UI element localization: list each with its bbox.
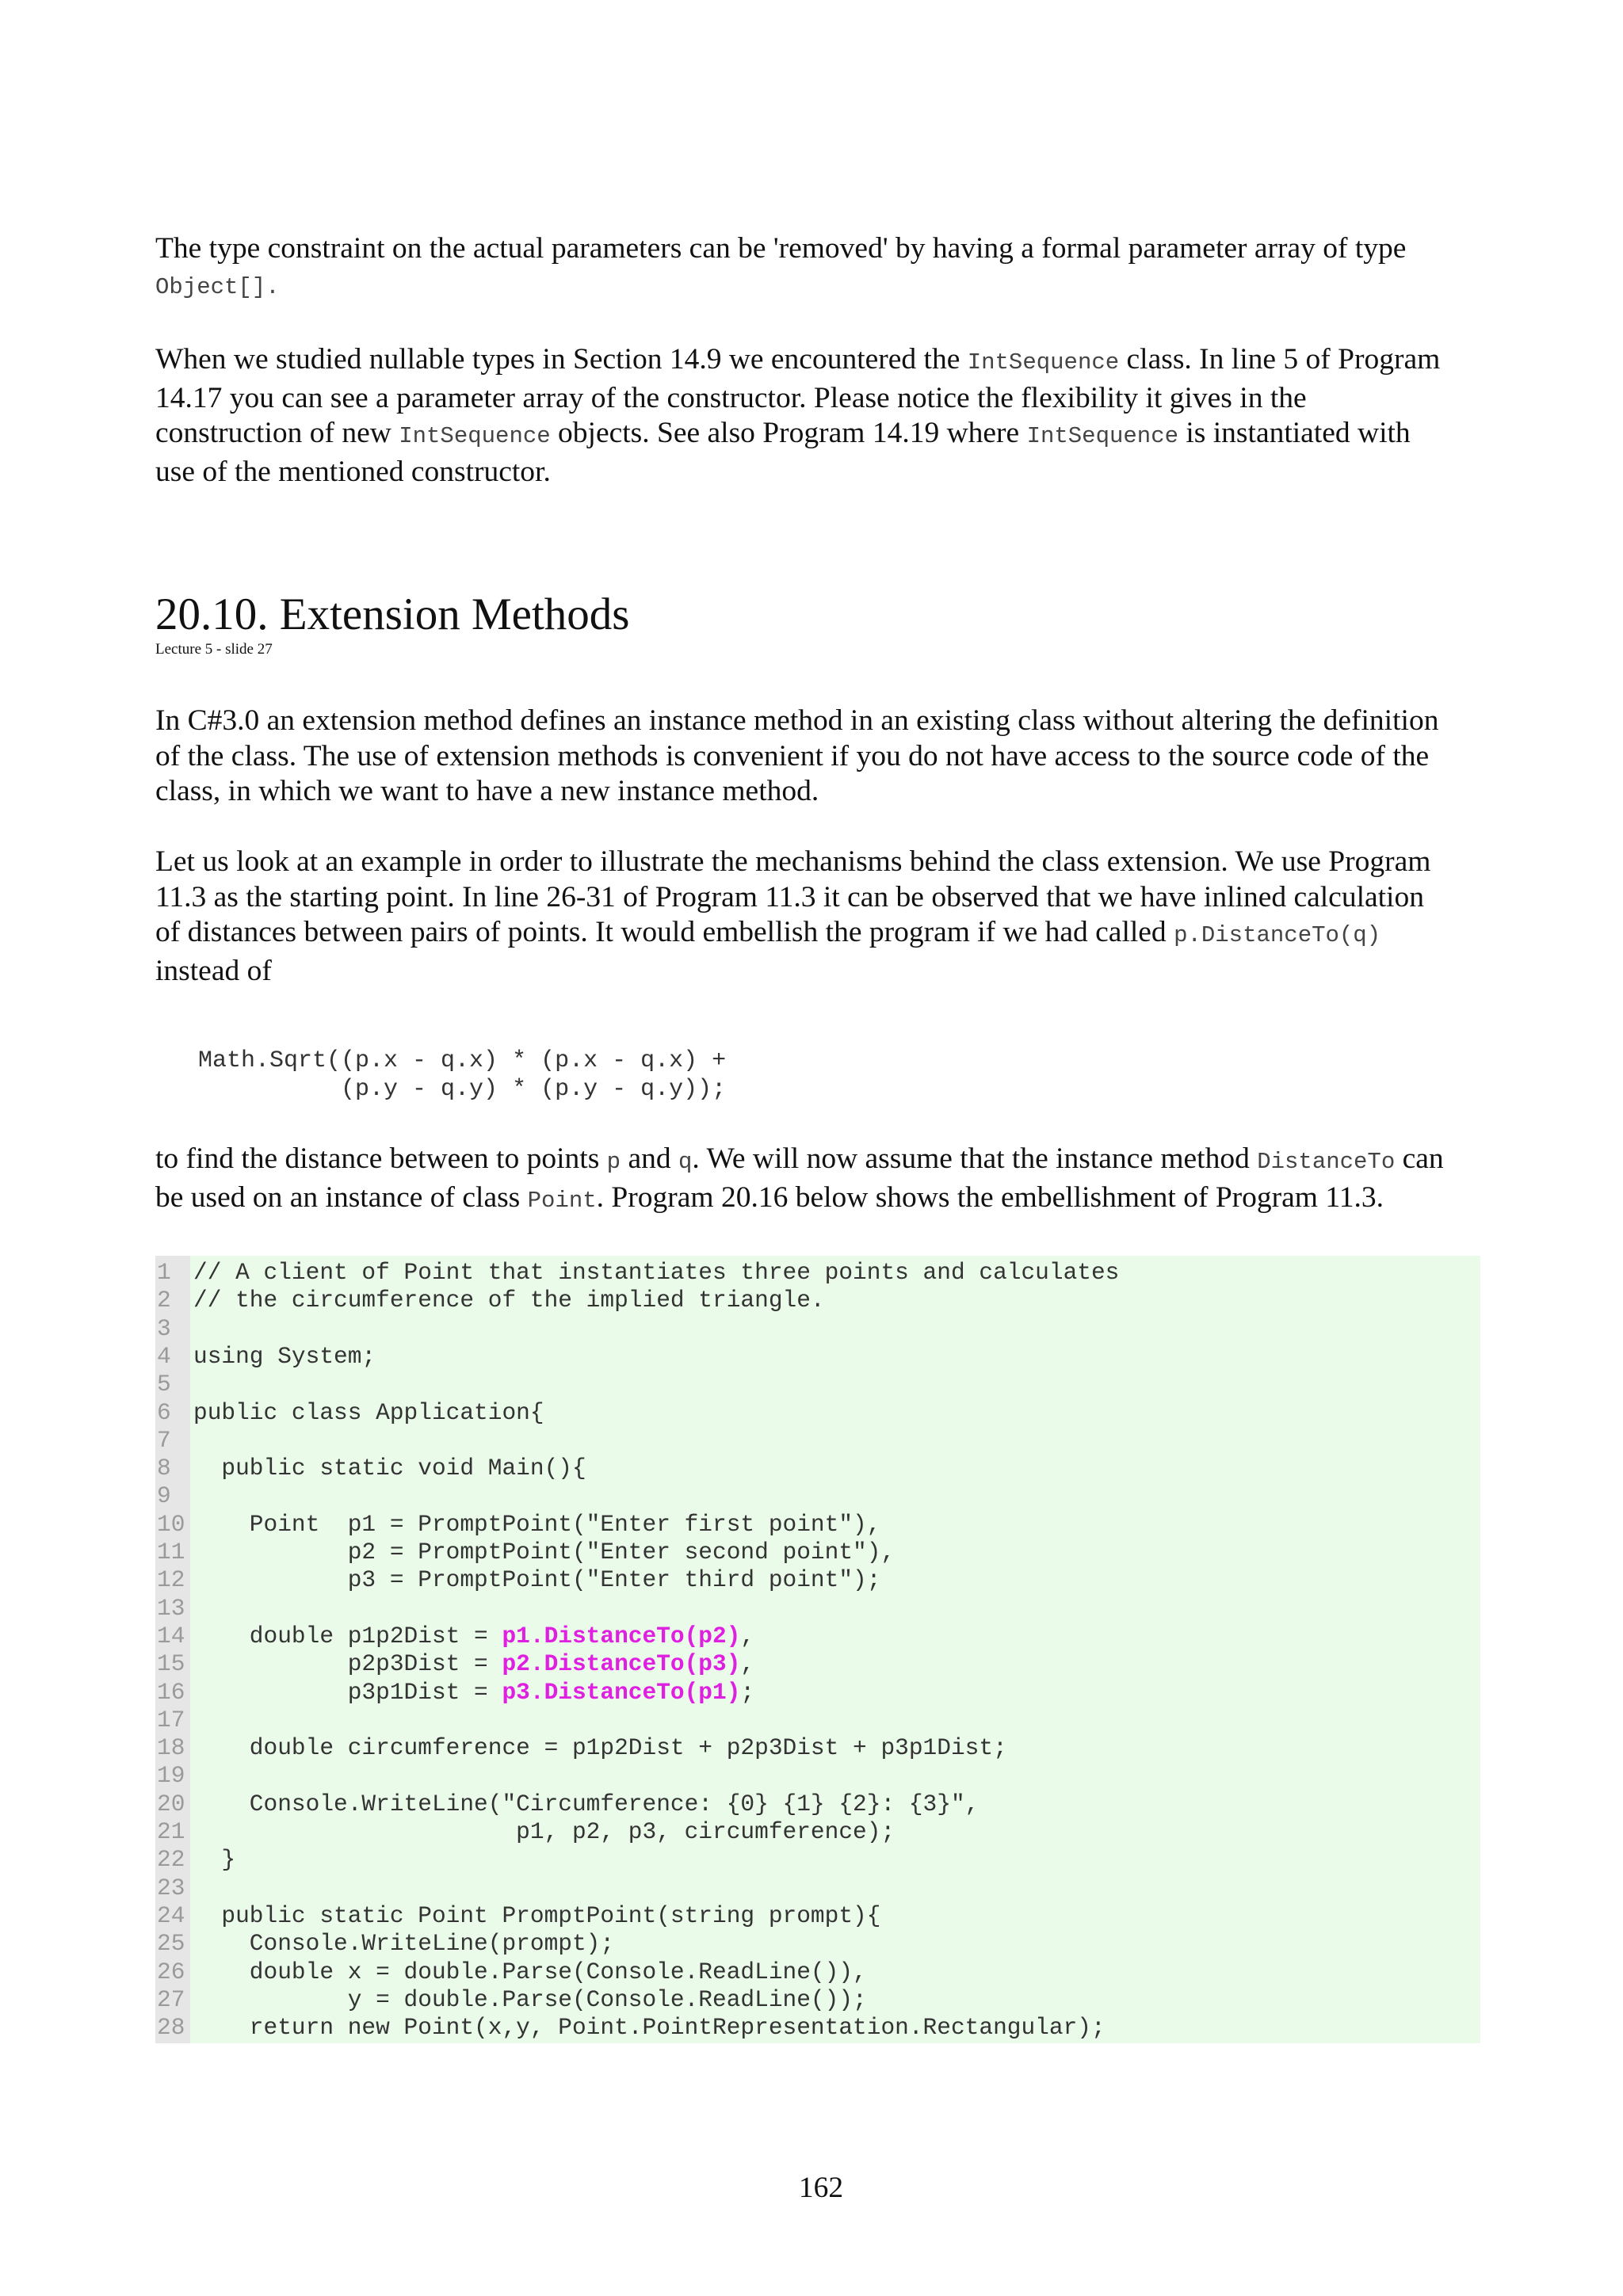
code-line xyxy=(155,1539,1480,1566)
code-line xyxy=(155,1287,1480,1314)
line-number: 7 xyxy=(157,1426,171,1454)
code-line xyxy=(155,1902,1480,1930)
code-segment: Console.WriteLine("Circumference: {0} {1} {2}: {3}", xyxy=(193,1790,980,1817)
code-line xyxy=(155,1455,1480,1482)
code-line xyxy=(155,1679,1480,1707)
inline-code-p: p xyxy=(606,1149,621,1175)
inline-code-q: q xyxy=(678,1149,693,1175)
code-line xyxy=(155,1818,1480,1846)
line-number: 27 xyxy=(157,1985,185,2013)
line-number: 16 xyxy=(157,1678,185,1706)
page-number: 162 xyxy=(798,2172,844,2204)
highlighted-call: p2.DistanceTo(p3) xyxy=(502,1650,741,1678)
paragraph-text: Let us look at an example in order to illustrate the mechanisms behind the class extension. We use Program xyxy=(155,845,1431,878)
code-snippet-line: (p.y - q.y) * (p.y - q.y)); xyxy=(198,1076,727,1103)
code-segment: public static Point PromptPoint(string prompt){ xyxy=(193,1901,881,1929)
inline-code-intsequence: IntSequence xyxy=(399,423,551,449)
code-line xyxy=(155,1650,1480,1678)
line-number: 3 xyxy=(157,1314,171,1342)
line-number: 20 xyxy=(157,1790,185,1817)
code-line xyxy=(155,1566,1480,1594)
code-line xyxy=(155,1623,1480,1650)
line-number: 11 xyxy=(157,1539,185,1566)
code-segment: ; xyxy=(740,1678,755,1706)
code-segment: public class Application{ xyxy=(193,1398,544,1426)
paragraph-text: use of the mentioned constructor. xyxy=(155,455,551,488)
code-line xyxy=(155,1427,1480,1455)
code-line xyxy=(155,1930,1480,1958)
code-text xyxy=(193,2014,1106,2042)
code-segment: return new Point(x,y, Point.PointRepresentation.Rectangular); xyxy=(193,2014,1106,2042)
code-text xyxy=(193,1958,867,1986)
line-number: 8 xyxy=(157,1455,171,1482)
highlighted-call: p3.DistanceTo(p1) xyxy=(502,1678,741,1706)
line-number: 15 xyxy=(157,1650,185,1678)
code-text xyxy=(193,1399,544,1427)
inline-code-distanceto: DistanceTo xyxy=(1257,1149,1396,1175)
line-number: 10 xyxy=(157,1510,185,1538)
code-segment: using System; xyxy=(193,1342,376,1370)
paragraph-text: construction of new xyxy=(155,417,399,449)
code-segment: public static void Main(){ xyxy=(193,1455,586,1482)
code-text xyxy=(193,1930,614,1958)
line-number: 13 xyxy=(157,1594,185,1622)
paragraph-text: In C#3.0 an extension method defines an instance method in an existing class without altering the definition xyxy=(155,704,1439,737)
paragraph-text: . We will now assume that the instance method xyxy=(692,1142,1258,1175)
code-segment: } xyxy=(193,1846,236,1874)
code-text xyxy=(193,1650,754,1678)
code-text xyxy=(193,1623,754,1650)
code-line xyxy=(155,1595,1480,1623)
code-line xyxy=(155,1511,1480,1539)
line-number: 22 xyxy=(157,1846,185,1874)
paragraph-text: 14.17 you can see a parameter array of the constructor. Please notice the flexibility it gives in the xyxy=(155,381,1307,414)
code-segment: , xyxy=(740,1650,755,1678)
code-line xyxy=(155,1259,1480,1287)
code-segment: double x = double.Parse(Console.ReadLine()), xyxy=(193,1958,867,1985)
code-line xyxy=(155,1762,1480,1790)
code-text xyxy=(193,1511,880,1539)
line-number: 21 xyxy=(157,1818,185,1845)
line-number: 23 xyxy=(157,1874,185,1901)
code-line xyxy=(155,1958,1480,1986)
code-text xyxy=(193,1902,880,1930)
paragraph-text: to find the distance between to points xyxy=(155,1142,607,1175)
code-segment: p3p1Dist = xyxy=(193,1678,502,1706)
inline-code-intsequence: IntSequence xyxy=(1026,423,1178,449)
paragraph-text: be used on an instance of class xyxy=(155,1180,528,1214)
paragraph-extension-intro xyxy=(155,704,1495,810)
code-segment: double p1p2Dist = xyxy=(193,1622,502,1650)
code-line xyxy=(155,1399,1480,1427)
code-segment: double circumference = p1p2Dist + p2p3Dist + p3p1Dist; xyxy=(193,1734,1007,1762)
line-number: 4 xyxy=(157,1342,171,1370)
code-text xyxy=(193,1287,825,1314)
code-line xyxy=(155,1707,1480,1734)
code-line xyxy=(155,1986,1480,2014)
paragraph-type-constraint xyxy=(155,231,1495,305)
code-segment: p1, p2, p3, circumference); xyxy=(193,1818,896,1845)
code-snippet-line: Math.Sqrt((p.x - q.x) * (p.x - q.x) + xyxy=(198,1047,727,1074)
paragraph-text: can xyxy=(1395,1142,1444,1175)
code-segment: p2p3Dist = xyxy=(193,1650,502,1678)
paragraph-distance xyxy=(155,1142,1495,1219)
line-number: 25 xyxy=(157,1930,185,1958)
paragraph-text: . Program 20.16 below shows the embellishment of Program 11.3. xyxy=(596,1180,1384,1214)
paragraph-nullable-types xyxy=(155,342,1495,490)
code-segment: // the circumference of the implied triangle. xyxy=(193,1287,825,1314)
paragraph-text: of distances between pairs of points. It would embellish the program if we had called xyxy=(155,916,1174,948)
inline-code-object-array: Object[] xyxy=(155,273,266,300)
code-text xyxy=(193,1734,1007,1762)
line-number: 19 xyxy=(157,1762,185,1790)
inline-code-distanceto: p.DistanceTo(q) xyxy=(1174,922,1381,948)
code-text xyxy=(193,1846,235,1874)
paragraph-text: class. In line 5 of Program xyxy=(1119,343,1441,376)
code-line xyxy=(155,1343,1480,1371)
highlighted-call: p1.DistanceTo(p2) xyxy=(502,1622,741,1650)
paragraph-text: The type constraint on the actual parameters can be 'removed' by having a formal parameter array of type xyxy=(155,232,1407,265)
code-text xyxy=(193,1986,867,2014)
code-segment: p3 = PromptPoint("Enter third point"); xyxy=(193,1566,881,1594)
paragraph-text: class, in which we want to have a new instance method. xyxy=(155,775,819,807)
code-line xyxy=(155,1791,1480,1818)
code-text xyxy=(193,1539,895,1566)
line-number: 18 xyxy=(157,1734,185,1762)
paragraph-text: instead of xyxy=(155,954,272,987)
slide-reference-link[interactable]: Lecture 5 - slide 27 xyxy=(155,641,273,658)
paragraph-example xyxy=(155,845,1495,989)
code-line xyxy=(155,1846,1480,1874)
paragraph-text: When we studied nullable types in Section 14.9 we encountered the xyxy=(155,343,968,376)
paragraph-text: 11.3 as the starting point. In line 26-31 of Program 11.3 it can be observed that we have inlined calculation xyxy=(155,880,1424,913)
code-segment: y = double.Parse(Console.ReadLine()); xyxy=(193,1985,867,2013)
code-segment: p2 = PromptPoint("Enter second point"), xyxy=(193,1539,896,1566)
line-number: 9 xyxy=(157,1482,171,1510)
line-number: 1 xyxy=(157,1259,171,1286)
line-number: 26 xyxy=(157,1958,185,1985)
code-text xyxy=(193,1455,586,1482)
code-line xyxy=(155,1734,1480,1762)
code-text xyxy=(193,1259,1119,1287)
code-text xyxy=(193,1679,754,1707)
code-text xyxy=(193,1791,979,1818)
line-number: 12 xyxy=(157,1566,185,1594)
code-line xyxy=(155,1482,1480,1510)
line-number: 28 xyxy=(157,2014,185,2042)
code-line xyxy=(155,2014,1480,2042)
code-text xyxy=(193,1343,376,1371)
inline-code-intsequence: IntSequence xyxy=(967,349,1120,376)
code-segment: , xyxy=(740,1622,755,1650)
code-segment: Point p1 = PromptPoint("Enter first point"), xyxy=(193,1510,881,1538)
line-number: 2 xyxy=(157,1287,171,1314)
paragraph-text: and xyxy=(621,1142,678,1175)
code-line xyxy=(155,1875,1480,1902)
inline-code-point: Point xyxy=(527,1187,597,1214)
line-number: 6 xyxy=(157,1398,171,1426)
line-number: 17 xyxy=(157,1706,185,1733)
code-segment: Console.WriteLine(prompt); xyxy=(193,1930,615,1958)
paragraph-text: objects. See also Program 14.19 where xyxy=(550,417,1027,449)
paragraph-text: is instantiated with xyxy=(1178,417,1411,449)
code-line xyxy=(155,1315,1480,1343)
code-text xyxy=(193,1818,895,1846)
code-segment: // A client of Point that instantiates three points and calculates xyxy=(193,1259,1120,1286)
code-listing xyxy=(155,1256,1480,2043)
line-number: 14 xyxy=(157,1622,185,1650)
code-text xyxy=(193,1566,880,1594)
section-heading: 20.10. Extension Methods xyxy=(155,589,630,639)
line-number: 24 xyxy=(157,1901,185,1929)
code-line xyxy=(155,1371,1480,1398)
line-number: 5 xyxy=(157,1371,171,1398)
inline-code-period: . xyxy=(265,273,280,300)
paragraph-text: of the class. The use of extension methods is convenient if you do not have access to the source code of the xyxy=(155,739,1430,772)
